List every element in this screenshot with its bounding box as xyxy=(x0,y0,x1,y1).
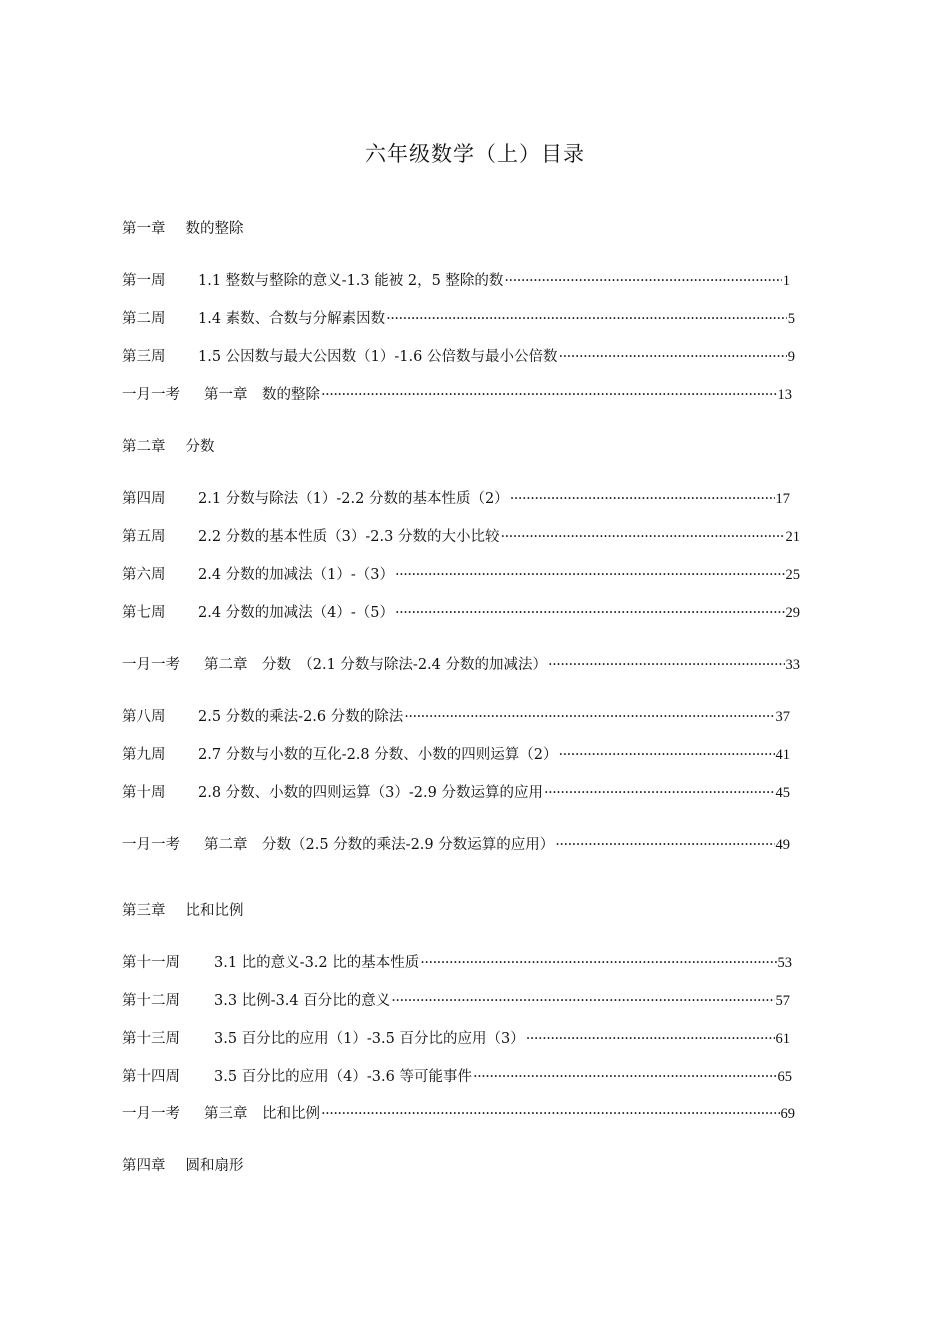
dot-leader xyxy=(321,1103,780,1125)
toc-entry[interactable] xyxy=(122,1103,795,1125)
page-number: 53 xyxy=(777,955,792,971)
entry-title: 第三章 比和比例 xyxy=(204,1106,320,1122)
page-number: 65 xyxy=(777,1069,792,1085)
chapter-heading xyxy=(122,436,215,458)
page-number: 57 xyxy=(775,993,790,1009)
entry-label: 第四周 xyxy=(122,491,166,507)
page-number: 25 xyxy=(785,567,800,583)
entry-title: 2.2 分数的基本性质（3）-2.3 分数的大小比较 xyxy=(198,529,500,545)
entry-title: 第二章 分数 （2.1 分数与除法-2.4 分数的加减法） xyxy=(204,657,547,673)
dot-leader xyxy=(510,488,775,510)
chapter-heading xyxy=(122,900,244,922)
toc-entry[interactable] xyxy=(122,526,800,548)
entry-label: 第一周 xyxy=(122,273,166,289)
entry-label: 一月一考 xyxy=(122,1106,180,1122)
dot-leader xyxy=(548,654,785,676)
entry-title: 3.5 百分比的应用（4）-3.6 等可能事件 xyxy=(214,1069,472,1085)
toc-entry[interactable] xyxy=(122,346,795,368)
toc-entry[interactable] xyxy=(122,1066,792,1088)
entry-title: 2.8 分数、小数的四则运算（3）-2.9 分数运算的应用 xyxy=(198,785,543,801)
page-number: 61 xyxy=(775,1031,790,1047)
page-number: 9 xyxy=(787,349,795,365)
toc-entry[interactable] xyxy=(122,782,790,804)
toc-entry[interactable] xyxy=(122,990,790,1012)
entry-label: 一月一考 xyxy=(122,657,180,673)
dot-leader xyxy=(395,602,784,624)
entry-label: 第十二周 xyxy=(122,993,180,1009)
entry-title: 3.3 比例-3.4 百分比的意义 xyxy=(214,993,391,1009)
toc-entry[interactable] xyxy=(122,602,800,624)
chapter-name: 数的整除 xyxy=(185,221,244,237)
chapter-label: 第四章 xyxy=(122,1158,166,1174)
entry-title: 1.4 素数、合数与分解素因数 xyxy=(198,311,386,327)
toc-entry[interactable] xyxy=(122,308,795,330)
page-number: 69 xyxy=(780,1106,795,1122)
entry-title: 2.1 分数与除法（1）-2.2 分数的基本性质（2） xyxy=(198,491,509,507)
entry-title: 1.5 公因数与最大公因数（1）-1.6 公倍数与最小公倍数 xyxy=(198,349,558,365)
entry-label: 第十一周 xyxy=(122,955,180,971)
entry-title: 1.1 整数与整除的意义-1.3 能被 2，5 整除的数 xyxy=(198,273,504,289)
chapter-label: 第二章 xyxy=(122,439,166,455)
toc-entry[interactable] xyxy=(122,1028,790,1050)
chapter-name: 分数 xyxy=(185,439,215,455)
dot-leader xyxy=(391,990,774,1012)
entry-title: 2.4 分数的加减法（4）-（5） xyxy=(198,605,395,621)
dot-leader xyxy=(558,744,774,766)
page-number: 45 xyxy=(775,785,790,801)
entry-label: 第三周 xyxy=(122,349,166,365)
toc-entry[interactable] xyxy=(122,654,800,676)
page-number: 29 xyxy=(785,605,800,621)
dot-leader xyxy=(526,1028,775,1050)
entry-label: 一月一考 xyxy=(122,837,180,853)
entry-label: 第八周 xyxy=(122,709,166,725)
entry-title: 2.5 分数的乘法-2.6 分数的除法 xyxy=(198,709,404,725)
entry-label: 第七周 xyxy=(122,605,166,621)
entry-label: 第六周 xyxy=(122,567,166,583)
entry-title: 3.1 比的意义-3.2 比的基本性质 xyxy=(214,955,420,971)
dot-leader xyxy=(558,346,786,368)
dot-leader xyxy=(544,782,775,804)
dot-leader xyxy=(386,308,787,330)
toc-entry[interactable] xyxy=(122,952,792,974)
entry-title: 2.4 分数的加减法（1）-（3） xyxy=(198,567,395,583)
dot-leader xyxy=(555,834,774,856)
toc-entry[interactable] xyxy=(122,744,790,766)
page-number: 21 xyxy=(785,529,800,545)
page-number: 5 xyxy=(787,311,795,327)
entry-title: 2.7 分数与小数的互化-2.8 分数、小数的四则运算（2） xyxy=(198,747,558,763)
toc-entry[interactable] xyxy=(122,564,800,586)
chapter-name: 比和比例 xyxy=(185,903,244,919)
toc-entry[interactable] xyxy=(122,270,790,292)
toc-entry[interactable] xyxy=(122,384,792,406)
page-title: 六年级数学（上）目录 xyxy=(365,142,585,166)
entry-title: 3.5 百分比的应用（1）-3.5 百分比的应用（3） xyxy=(214,1031,525,1047)
chapter-label: 第三章 xyxy=(122,903,166,919)
entry-label: 第十周 xyxy=(122,785,166,801)
entry-label: 第十三周 xyxy=(122,1031,180,1047)
toc-entry[interactable] xyxy=(122,488,790,510)
chapter-heading xyxy=(122,1155,244,1177)
chapter-label: 第一章 xyxy=(122,221,166,237)
page-number: 1 xyxy=(782,273,790,289)
chapter-heading xyxy=(122,218,244,240)
dot-leader xyxy=(420,952,776,974)
dot-leader xyxy=(395,564,784,586)
dot-leader xyxy=(504,270,781,292)
entry-label: 第二周 xyxy=(122,311,166,327)
dot-leader xyxy=(473,1066,777,1088)
chapter-name: 圆和扇形 xyxy=(185,1158,244,1174)
dot-leader xyxy=(500,526,784,548)
page-number: 17 xyxy=(775,491,790,507)
page-number: 49 xyxy=(775,837,790,853)
entry-title: 第二章 分数（2.5 分数的乘法-2.9 分数运算的应用） xyxy=(204,837,555,853)
entry-label: 第九周 xyxy=(122,747,166,763)
toc-entry[interactable] xyxy=(122,834,790,856)
dot-leader xyxy=(404,706,774,728)
entry-title: 第一章 数的整除 xyxy=(204,387,320,403)
dot-leader xyxy=(321,384,777,406)
page-number: 41 xyxy=(775,747,790,763)
page-number: 37 xyxy=(775,709,790,725)
page-number: 33 xyxy=(785,657,800,673)
entry-label: 一月一考 xyxy=(122,387,180,403)
page-number: 13 xyxy=(777,387,792,403)
toc-entry[interactable] xyxy=(122,706,790,728)
entry-label: 第十四周 xyxy=(122,1069,180,1085)
entry-label: 第五周 xyxy=(122,529,166,545)
